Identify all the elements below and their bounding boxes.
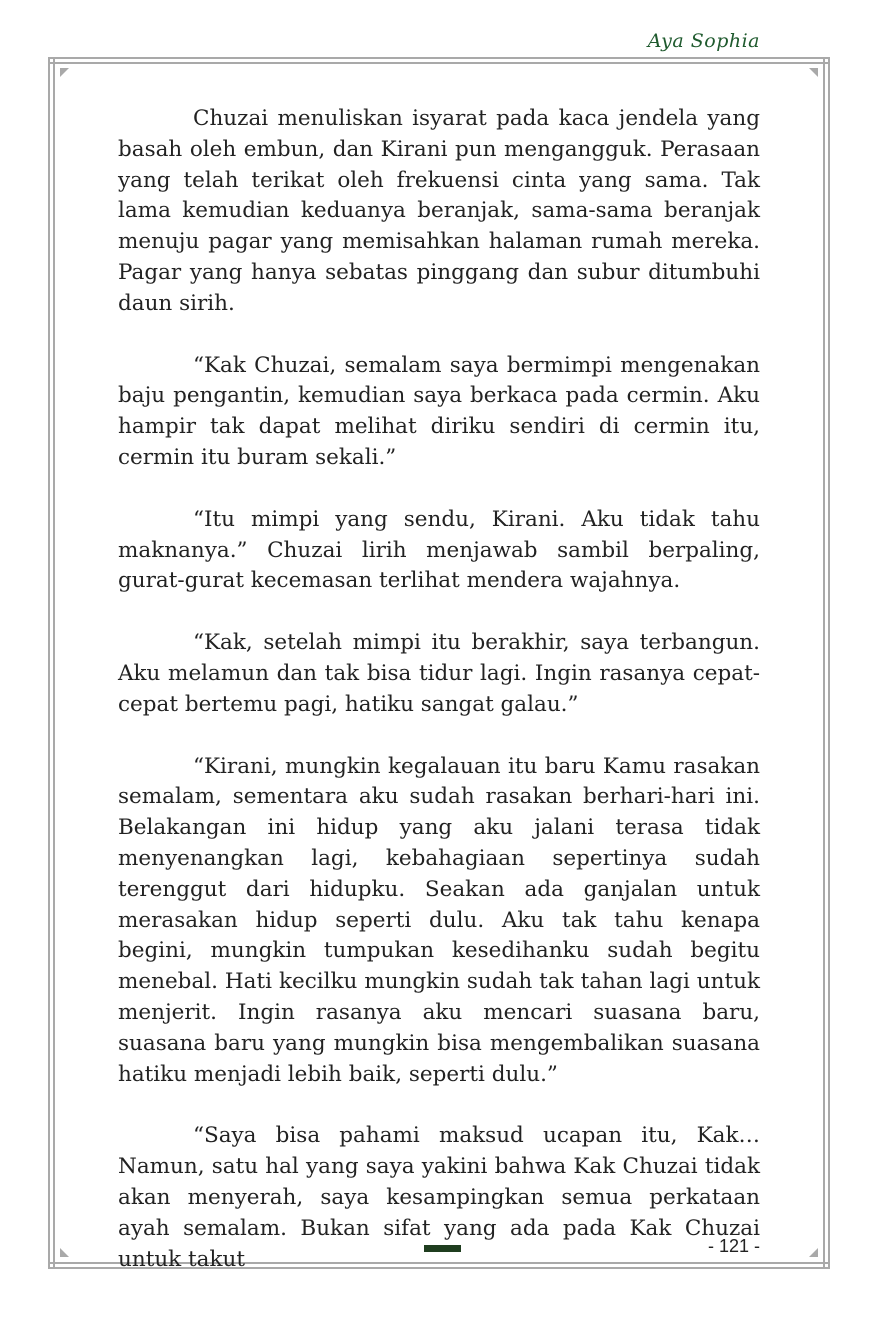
frame-top-inner <box>48 62 830 64</box>
frame-left-inner <box>53 57 55 1269</box>
footer-decorative-bar <box>424 1245 461 1252</box>
paragraph: Chuzai menuliskan isyarat pada kaca jendela yang basah oleh embun, dan Kirani pun mengangguk. Perasaan yang telah terikat oleh frekuensi cinta yang sama. Tak lama kemudian keduanya beranjak, sama-sama beranjak menuju pagar yang memisahkan halaman rumah mereka. Pagar yang hanya sebatas pinggang dan subur ditumbuhi daun sirih. <box>118 106 760 316</box>
corner-ornament-bottom-left <box>60 1248 69 1257</box>
frame-left-outer <box>48 57 50 1269</box>
paragraph: “Kak Chuzai, semalam saya bermimpi mengenakan baju pengantin, kemudian saya berkaca pada cermin. Aku hampir tak dapat melihat diriku sendiri di cermin itu, cermin itu buram sekali.” <box>118 352 760 470</box>
book-title-header: Aya Sophia <box>647 30 760 52</box>
corner-ornament-bottom-right <box>809 1248 818 1257</box>
paragraph: “Saya bisa pahami maksud ucapan itu, Kak… Namun, satu hal yang saya yakini bahwa Kak Chuzai tidak akan menyerah, saya kesampingkan semua perkataan ayah semalam. Bukan sifat yang ada pada Kak Chuzai untuk takut <box>118 1123 760 1272</box>
page-body-text <box>118 104 760 1306</box>
paragraph: “Kak, setelah mimpi itu berakhir, saya terbangun. Aku melamun dan tak bisa tidur lagi. Ingin rasanya cepat-cepat bertemu pagi, hatiku sangat galau.” <box>118 630 760 717</box>
paragraph: “Itu mimpi yang sendu, Kirani. Aku tidak tahu maknanya.” Chuzai lirih menjawab sambil berpaling, gurat-gurat kecemasan terlihat mendera wajahnya. <box>118 506 760 594</box>
corner-ornament-top-left <box>60 68 69 77</box>
page-number: - 121 - <box>707 1236 760 1256</box>
paragraph: “Kirani, mungkin kegalauan itu baru Kamu rasakan semalam, sementara aku sudah rasakan berhari-hari ini. Belakangan ini hidup yang aku jalani terasa tidak menyenangkan lagi, kebahagiaan sepertinya sudah terenggut dari hidupku. Seakan ada ganjalan untuk merasakan hidup seperti dulu. Aku tak tahu kenapa begini, mungkin tumpukan kesedihanku sudah begitu menebal. Hati kecilku mungkin sudah tak tahan lagi untuk menjerit. Ingin rasanya aku mencari suasana baru, suasana baru yang mungkin bisa mengembalikan suasana hatiku menjadi lebih baik, seperti dulu.” <box>118 753 760 1087</box>
corner-ornament-top-right <box>809 68 818 77</box>
frame-right-outer <box>828 57 830 1269</box>
frame-top-outer <box>48 57 830 59</box>
frame-right-inner <box>823 57 825 1269</box>
